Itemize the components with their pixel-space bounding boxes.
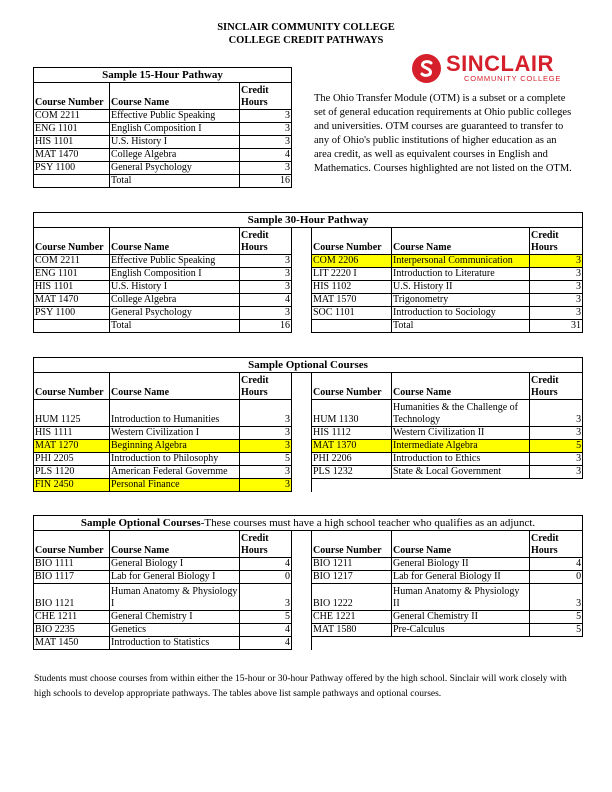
total-credits-right: 31 [530, 320, 583, 333]
col-header-course-name: Course Name [392, 228, 530, 255]
table-row [34, 268, 583, 281]
column-gap [292, 320, 312, 333]
course-cell: HUM 1125 [34, 400, 110, 427]
course-cell: MAT 1270 [34, 440, 110, 453]
column-gap [292, 281, 312, 294]
table-row [34, 479, 583, 492]
course-cell: PSY 1100 [34, 307, 110, 320]
course-cell: PHI 2206 [312, 453, 392, 466]
course-cell: American Federal Governme [110, 466, 240, 479]
course-cell: Humanities & the Challenge of Technology [392, 400, 530, 427]
course-cell: HIS 1102 [312, 281, 392, 294]
credit-hours-cell: 3 [240, 136, 292, 149]
col-header-credit-hours: Credit Hours [240, 228, 292, 255]
column-gap [292, 637, 312, 650]
sinclair-logo [410, 51, 574, 84]
column-gap [292, 584, 312, 611]
credit-hours-cell: 3 [530, 584, 583, 611]
credit-hours-cell: 3 [240, 268, 292, 281]
course-cell: CHE 1211 [34, 611, 110, 624]
course-cell: Effective Public Speaking [110, 110, 240, 123]
logo-brand-text: SINCLAIR [446, 51, 554, 76]
total-label: Total [392, 320, 530, 333]
course-cell: Western Civilization II [392, 427, 530, 440]
course-cell: Beginning Algebra [110, 440, 240, 453]
col-header-course-name: Course Name [110, 228, 240, 255]
credit-hours-cell: 4 [240, 637, 292, 650]
course-cell: BIO 1111 [34, 558, 110, 571]
col-header-credit-hours: Credit Hours [240, 531, 292, 558]
total-label: Total [110, 175, 240, 188]
document-title: COLLEGE CREDIT PATHWAYS [228, 35, 384, 46]
course-cell: SOC 1101 [312, 307, 392, 320]
course-cell: BIO 1211 [312, 558, 392, 571]
credit-hours-cell: 5 [240, 453, 292, 466]
col-header-course-name: Course Name [110, 83, 240, 110]
total-blank [34, 320, 110, 333]
table-caption: Sample 15-Hour Pathway [34, 68, 292, 83]
course-cell: English Composition I [110, 268, 240, 281]
col-header-credit-hours: Credit Hours [530, 228, 583, 255]
footer-note: Students must choose courses from within either the 15-hour or 30-hour Pathway offered by the high school. Sinclair will work closely with high schools to develop appropriate pathways. The tables above list sample pathways and optional courses. [34, 674, 567, 699]
course-cell: HIS 1101 [34, 136, 110, 149]
course-cell: MAT 1470 [34, 149, 110, 162]
course-cell: ENG 1101 [34, 123, 110, 136]
table-row [34, 149, 292, 162]
credit-hours-cell: 3 [240, 400, 292, 427]
course-cell: Lab for General Biology I [110, 571, 240, 584]
course-cell: U.S. History I [110, 281, 240, 294]
credit-hours-cell: 0 [530, 571, 583, 584]
column-gap [292, 307, 312, 320]
table-row [34, 637, 583, 650]
credit-hours-cell: 3 [530, 453, 583, 466]
col-header-course-number: Course Number [34, 531, 110, 558]
course-cell: English Composition I [110, 123, 240, 136]
course-cell: College Algebra [110, 149, 240, 162]
credit-hours-cell: 3 [240, 584, 292, 611]
total-row [34, 175, 292, 188]
column-gap [292, 268, 312, 281]
course-cell: Interpersonal Communication [392, 255, 530, 268]
credit-hours-cell: 3 [240, 479, 292, 492]
course-cell: COM 2211 [34, 110, 110, 123]
table-row [34, 307, 583, 320]
course-cell: HIS 1111 [34, 427, 110, 440]
column-gap [292, 479, 312, 492]
course-cell: General Psychology [110, 162, 240, 175]
caption-note: -These courses must have a high school teacher who qualifies as an adjunct. [200, 517, 536, 529]
column-gap [292, 624, 312, 637]
course-cell: Trigonometry [392, 294, 530, 307]
table-30-hour-pathway [33, 212, 583, 333]
course-cell: Introduction to Sociology [392, 307, 530, 320]
course-cell: BIO 1121 [34, 584, 110, 611]
logo-subtitle: COMMUNITY COLLEGE [464, 74, 562, 83]
course-cell: MAT 1470 [34, 294, 110, 307]
credit-hours-cell: 3 [530, 427, 583, 440]
course-cell: PHI 2205 [34, 453, 110, 466]
course-cell: PSY 1100 [34, 162, 110, 175]
total-blank [312, 320, 392, 333]
column-gap [292, 373, 312, 400]
total-blank [34, 175, 110, 188]
column-gap [292, 466, 312, 479]
credit-hours-cell: 3 [530, 281, 583, 294]
empty-cell [392, 637, 530, 650]
total-credits-left: 16 [240, 320, 292, 333]
table-row [34, 466, 583, 479]
column-gap [292, 531, 312, 558]
course-cell: MAT 1370 [312, 440, 392, 453]
empty-cell [392, 479, 530, 492]
credit-hours-cell: 3 [530, 400, 583, 427]
table-row [34, 584, 583, 611]
table-row [34, 110, 292, 123]
course-cell: General Chemistry II [392, 611, 530, 624]
course-cell: COM 2206 [312, 255, 392, 268]
table-row [34, 255, 583, 268]
empty-cell [312, 479, 392, 492]
col-header-course-number: Course Number [312, 228, 392, 255]
course-cell: LIT 2220 I [312, 268, 392, 281]
credit-hours-cell: 5 [530, 611, 583, 624]
course-cell: General Biology I [110, 558, 240, 571]
table-row [34, 611, 583, 624]
course-cell: General Biology II [392, 558, 530, 571]
total-label: Total [110, 320, 240, 333]
course-cell: Intermediate Algebra [392, 440, 530, 453]
column-gap [292, 228, 312, 255]
table-row [34, 123, 292, 136]
credit-hours-cell: 3 [530, 255, 583, 268]
table-optional-courses [33, 357, 583, 492]
course-cell: MAT 1570 [312, 294, 392, 307]
column-gap [292, 255, 312, 268]
col-header-course-name: Course Name [110, 373, 240, 400]
course-cell: Western Civilization I [110, 427, 240, 440]
column-gap [292, 453, 312, 466]
course-cell: HUM 1130 [312, 400, 392, 427]
credit-hours-cell: 0 [240, 571, 292, 584]
credit-hours-cell: 3 [530, 307, 583, 320]
credit-hours-cell: 5 [530, 624, 583, 637]
course-cell: COM 2211 [34, 255, 110, 268]
column-gap [292, 558, 312, 571]
course-cell: PLS 1232 [312, 466, 392, 479]
total-credits: 16 [240, 175, 292, 188]
table-caption: Sample Optional Courses [34, 358, 583, 373]
credit-hours-cell: 3 [530, 268, 583, 281]
course-cell: ENG 1101 [34, 268, 110, 281]
col-header-credit-hours: Credit Hours [240, 373, 292, 400]
credit-hours-cell: 3 [530, 466, 583, 479]
sinclair-s-icon [412, 54, 441, 83]
col-header-course-number: Course Number [34, 83, 110, 110]
credit-hours-cell: 3 [530, 294, 583, 307]
credit-hours-cell: 5 [530, 440, 583, 453]
column-gap [292, 294, 312, 307]
course-cell: Effective Public Speaking [110, 255, 240, 268]
table-row [34, 136, 292, 149]
credit-hours-cell: 3 [240, 281, 292, 294]
course-cell: U.S. History II [392, 281, 530, 294]
credit-hours-cell: 3 [240, 307, 292, 320]
table-row [34, 400, 583, 427]
column-gap [292, 427, 312, 440]
credit-hours-cell: 3 [240, 123, 292, 136]
course-cell: BIO 1117 [34, 571, 110, 584]
credit-hours-cell: 4 [240, 558, 292, 571]
course-cell: Introduction to Literature [392, 268, 530, 281]
credit-hours-cell: 3 [240, 440, 292, 453]
table-adjunct-optional-courses [33, 515, 583, 650]
total-row [34, 320, 583, 333]
table-row [34, 427, 583, 440]
course-cell: MAT 1580 [312, 624, 392, 637]
credit-hours-cell: 5 [240, 611, 292, 624]
course-cell: Personal Finance [110, 479, 240, 492]
otm-intro-paragraph: The Ohio Transfer Module (OTM) is a subset or a complete set of general education requirements at Ohio public colleges and universities. OTM courses are guaranteed to transfer to any of Ohio's public institutions of higher education as an area credit, as well as equivalent courses in English and Mathematics. Courses highlighted are not listed on the OTM. [314, 93, 572, 174]
course-cell: Human Anatomy & Physiology II [392, 584, 530, 611]
credit-hours-cell: 3 [240, 255, 292, 268]
col-header-credit-hours: Credit Hours [530, 373, 583, 400]
course-cell: HIS 1112 [312, 427, 392, 440]
course-cell: CHE 1221 [312, 611, 392, 624]
col-header-course-number: Course Number [34, 373, 110, 400]
credit-hours-cell: 4 [240, 294, 292, 307]
col-header-course-number: Course Number [34, 228, 110, 255]
table-row [34, 294, 583, 307]
table-row [34, 281, 583, 294]
course-cell: Introduction to Humanities [110, 400, 240, 427]
table-row [34, 440, 583, 453]
course-cell: FIN 2450 [34, 479, 110, 492]
column-gap [292, 400, 312, 427]
table-row [34, 624, 583, 637]
course-cell: State & Local Government [392, 466, 530, 479]
course-cell: HIS 1101 [34, 281, 110, 294]
column-gap [292, 611, 312, 624]
table-row [34, 453, 583, 466]
table-row [34, 162, 292, 175]
course-cell: Introduction to Statistics [110, 637, 240, 650]
empty-cell [530, 479, 583, 492]
table-15-hour-pathway [33, 67, 292, 188]
course-cell: Lab for General Biology II [392, 571, 530, 584]
college-name-heading: SINCLAIR COMMUNITY COLLEGE [217, 22, 395, 33]
col-header-course-number: Course Number [312, 531, 392, 558]
col-header-course-name: Course Name [392, 531, 530, 558]
table-caption [34, 516, 583, 531]
course-cell: Human Anatomy & Physiology I [110, 584, 240, 611]
col-header-credit-hours: Credit Hours [240, 83, 292, 110]
course-cell: Introduction to Philosophy [110, 453, 240, 466]
empty-cell [312, 637, 392, 650]
column-gap [292, 440, 312, 453]
course-cell: Introduction to Ethics [392, 453, 530, 466]
course-cell: U.S. History I [110, 136, 240, 149]
table-caption: Sample 30-Hour Pathway [34, 213, 583, 228]
credit-hours-cell: 3 [240, 110, 292, 123]
course-cell: PLS 1120 [34, 466, 110, 479]
empty-cell [530, 637, 583, 650]
course-cell: BIO 2235 [34, 624, 110, 637]
col-header-course-name: Course Name [110, 531, 240, 558]
course-cell: Pre-Calculus [392, 624, 530, 637]
course-cell: General Chemistry I [110, 611, 240, 624]
credit-hours-cell: 3 [240, 162, 292, 175]
col-header-credit-hours: Credit Hours [530, 531, 583, 558]
column-gap [292, 571, 312, 584]
credit-hours-cell: 4 [240, 624, 292, 637]
course-cell: BIO 1217 [312, 571, 392, 584]
credit-hours-cell: 4 [530, 558, 583, 571]
course-cell: General Psychology [110, 307, 240, 320]
course-cell: Genetics [110, 624, 240, 637]
table-row [34, 571, 583, 584]
credit-hours-cell: 3 [240, 427, 292, 440]
caption-bold: Sample Optional Courses [80, 517, 201, 529]
col-header-course-name: Course Name [392, 373, 530, 400]
course-cell: College Algebra [110, 294, 240, 307]
course-cell: MAT 1450 [34, 637, 110, 650]
col-header-course-number: Course Number [312, 373, 392, 400]
course-cell: BIO 1222 [312, 584, 392, 611]
credit-hours-cell: 4 [240, 149, 292, 162]
table-row [34, 558, 583, 571]
credit-hours-cell: 3 [240, 466, 292, 479]
